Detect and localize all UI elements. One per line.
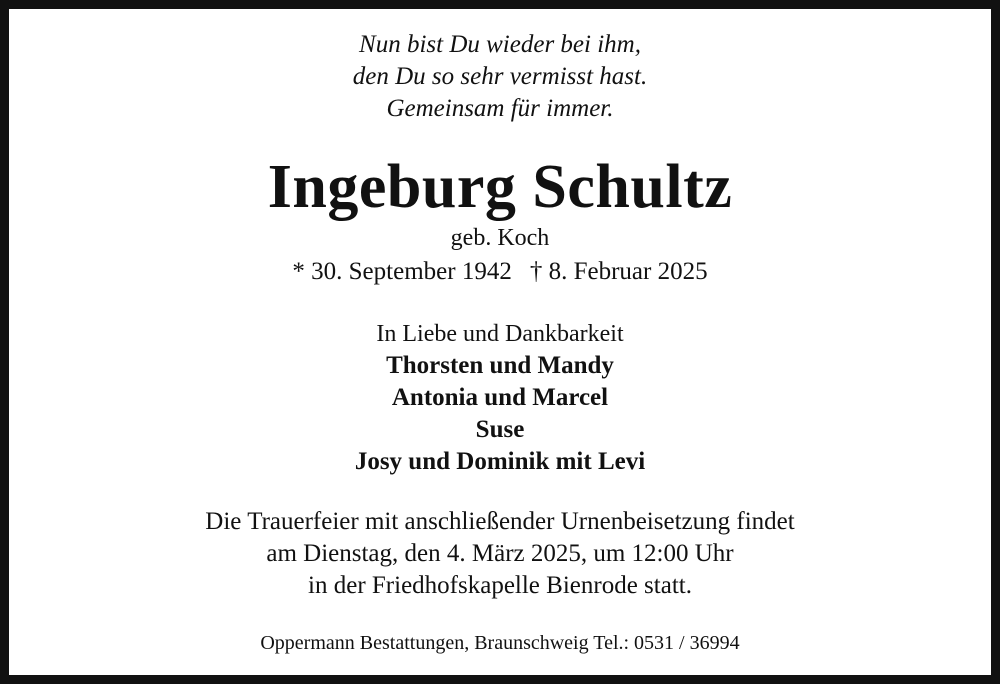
mourner-name: Josy und Dominik mit Levi <box>354 448 646 475</box>
verse-line-3: Gemeinsam für immer. <box>386 95 614 122</box>
mourner-name: Antonia und Marcel <box>391 384 609 411</box>
life-dates <box>0 257 1000 287</box>
ceremony-line-1: Die Trauerfeier mit anschließender Urnenbeisetzung findet <box>205 508 795 535</box>
ceremony-line-3: in der Friedhofskapelle Bienrode statt. <box>308 572 692 599</box>
funeral-home-footer: Oppermann Bestattungen, Braunschweig Tel.: 0531 / 36994 <box>260 632 740 654</box>
mourner-name: Suse <box>475 416 525 443</box>
mourners-intro: In Liebe und Dankbarkeit <box>376 321 624 347</box>
deceased-name: Ingeburg Schultz <box>267 153 733 221</box>
death-date: † 8. Februar 2025 <box>529 258 708 285</box>
maiden-name: geb. Koch <box>450 225 550 251</box>
verse-line-1: Nun bist Du wieder bei ihm, <box>359 31 641 58</box>
mourner-name: Thorsten und Mandy <box>386 352 614 379</box>
ceremony-line-2: am Dienstag, den 4. März 2025, um 12:00 Uhr <box>266 540 734 567</box>
verse-line-2: den Du so sehr vermisst hast. <box>352 63 648 90</box>
birth-date: * 30. September 1942 <box>292 258 512 285</box>
